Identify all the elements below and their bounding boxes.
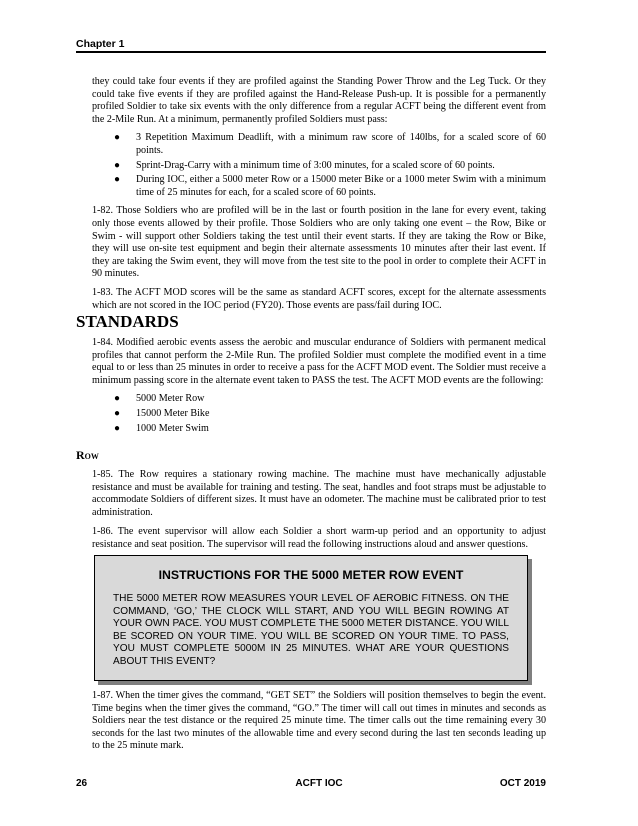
bullet-icon: ● xyxy=(114,159,121,171)
bullet-icon: ● xyxy=(114,132,121,144)
standards-heading: STANDARDS xyxy=(76,312,179,331)
min-pass-list xyxy=(92,132,546,199)
intro-paragraph: they could take four events if they are profiled against the Standing Power Throw and the Leg Tuck. Or they could take five events if they are profiled against the Hand-Release Push-up. It is possible for a permanently profiled Soldier to take six events with the only difference from a regular ACFT being the different event from the 2-Mile Run. At a minimum, permanently profiled Soldiers must pass: xyxy=(92,76,546,125)
header-rule xyxy=(76,51,546,53)
footer-page-number: 26 xyxy=(76,778,88,789)
bullet-icon: ● xyxy=(114,174,121,186)
list-item xyxy=(92,408,546,421)
list-item-text: Sprint-Drag-Carry with a minimum time of 3:00 minutes, for a scaled score of 60 points. xyxy=(136,159,495,171)
list-item-text: 5000 Meter Row xyxy=(136,393,205,405)
list-item xyxy=(92,393,546,406)
standards-block xyxy=(92,337,546,441)
instruction-box-text: THE 5000 METER ROW MEASURES YOUR LEVEL OF AEROBIC FITNESS. ON THE COMMAND, ‘GO,’ THE CLOCK WILL START, AND YOU WILL BEGIN ROWING AT YOUR OWN PACE. YOU MUST COMPLETE THE 5000 METER DISTANCE. YOU WILL BE SCORED ON YOUR TIME. YOU WILL BE SCORED ON YOUR TIME. TO PASS, YOU MUST COMPLETE 5000M IN 25 MINUTES. WHAT ARE YOUR QUESTIONS ABOUT THIS EVENT? xyxy=(113,593,509,667)
list-item-text: 15000 Meter Bike xyxy=(136,407,210,419)
paragraph-1-82: 1-82. Those Soldiers who are profiled will be in the last or fourth position in the lane for every event, taking only those events allowed by their profile. Those Soldiers who are only taking one event – the Row, Bike or Swim - will support other Soldiers taking the test until their event starts. If they are taking the Row or Bike, they will use on-site test equipment and begin their alternate assessments 10 minutes after their last event. If they are taking the Swim event, they will move from the test site to the pool in order to complete their ACFT in 90 minutes. xyxy=(92,205,546,280)
instruction-box-title: INSTRUCTIONS FOR THE 5000 METER ROW EVENT xyxy=(158,568,464,582)
list-item-text: 1000 Meter Swim xyxy=(136,422,209,434)
paragraph-1-84: 1-84. Modified aerobic events assess the aerobic and muscular endurance of Soldiers with permanent medical profiles that cannot perform the 2-Mile Run. The profiled Soldier must complete the modified event in a time equal to or less than 25 minutes in order to receive a pass for the ACFT MOD event. The Soldier must receive a minimum passing score in the alternate event taken to PASS the test. The ACFT MOD events are the following: xyxy=(92,337,546,386)
footer-date: OCT 2019 xyxy=(499,778,546,789)
chapter-header: Chapter 1 xyxy=(76,38,125,50)
paragraph-1-86: 1-86. The event supervisor will allow each Soldier a short warm-up period and an opportunity to adjust resistance and seat position. The supervisor will read the following instructions aloud and answer questions. xyxy=(92,526,546,550)
bullet-icon: ● xyxy=(114,422,121,434)
list-item xyxy=(92,160,546,173)
list-item-text: During IOC, either a 5000 meter Row or a 15000 meter Bike or a 1000 meter Swim with a minimum time of 25 minutes for each, for a scaled score of 60 points. xyxy=(136,174,546,198)
list-item xyxy=(92,132,546,157)
list-item xyxy=(92,174,546,199)
row-block xyxy=(92,469,546,559)
paragraph-1-83: 1-83. The ACFT MOD scores will be the same as standard ACFT scores, except for the alternate assessments which are not scored in the IOC period (FY20). Those events are pass/fail during IOC. xyxy=(92,286,546,311)
intro-block xyxy=(92,76,546,318)
timing-block xyxy=(92,690,546,753)
paragraph-1-87: 1-87. When the timer gives the command, “GET SET” the Soldiers will position themselves to begin the event. Time begins when the timer gives the command, “GO.” The timer will call out times in minutes and seconds as Soldiers near the test distance or the required 25 minute time. The timer calls out the time remaining every 30 seconds for the last two minutes of the allowable time and every second during the last ten seconds leading up to the 25 minute mark. xyxy=(92,690,546,752)
list-item xyxy=(92,423,546,436)
paragraph-1-85: 1-85. The Row requires a stationary rowing machine. The machine must have mechanically adjustable resistance and must be available for training and testing. The seat, handles and foot straps must be adjustable to accommodate Soldiers of different sizes. It must have an odometer. The machine must be calibrated prior to test administration. xyxy=(92,469,546,518)
footer-title: ACFT IOC xyxy=(295,778,343,789)
bullet-icon: ● xyxy=(114,407,121,419)
row-heading: Row xyxy=(76,448,99,462)
instruction-box xyxy=(94,555,528,681)
bullet-icon: ● xyxy=(114,393,121,405)
list-item-text: 3 Repetition Maximum Deadlift, with a minimum raw score of 140lbs, for a scaled score of 60 points. xyxy=(136,132,546,156)
mod-events-list xyxy=(92,393,546,435)
